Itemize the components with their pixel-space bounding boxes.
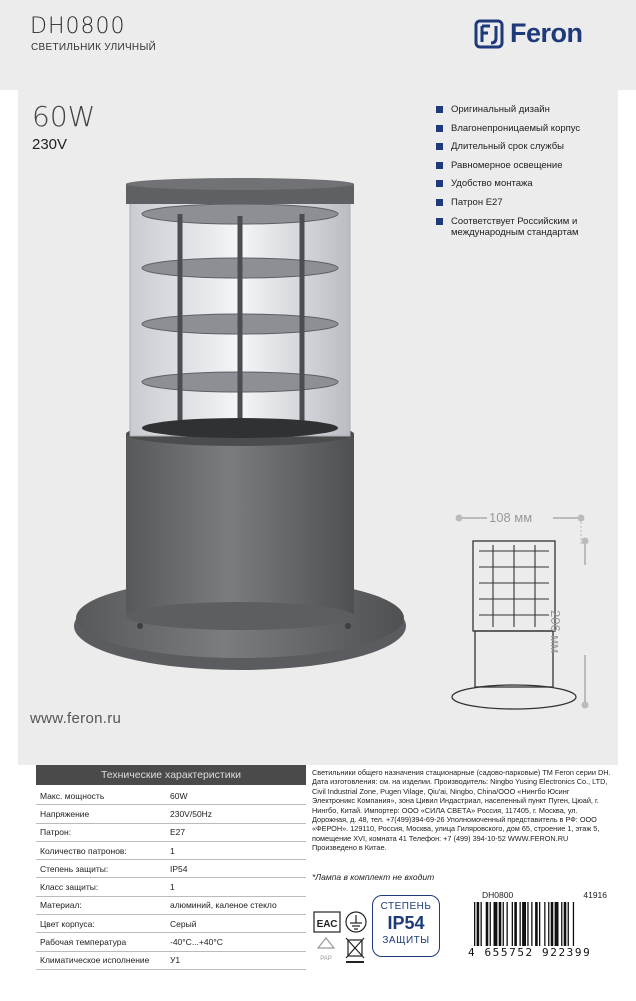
feature-item: Соответствует Российским и международным стандартам	[436, 216, 616, 238]
eac-mark-label: ЕАС	[316, 919, 338, 930]
lamp-product-image	[70, 178, 410, 678]
barcode-bar	[544, 902, 545, 946]
barcode-bar	[477, 902, 480, 946]
table-row: Цвет корпуса: Серый	[36, 915, 306, 933]
ip-badge-top: СТЕПЕНЬ	[380, 901, 432, 912]
feature-item: Удобство монтажа	[436, 178, 616, 189]
brand-logo	[474, 18, 583, 49]
barcode-bar	[503, 902, 504, 946]
table-row: Напряжение 230V/50Hz	[36, 805, 306, 823]
legal-text: Светильники общего назначения стационарные (садово-парковые) ТМ Feron серии DH. Дата изготовления: см. на изделии. Производитель: Ningbo Yusing Electronics Co., LTD, Civil Industrial Zone, Pugen Vilage, Qiu'ai, Ningbo, China/ООО «Нингбо Юсинг Электроникс Компания», зона Цивил Индастриал, населенный пункт Пуген, Цюай, г. Нингбо, Китай. Импортер: ООО «СИЛА СВЕТА» Россия, 117405, г. Москва, ул. Дорожная, д. 48, тел. +7(499)394-69-26 Уполномоченный представитель в РФ: ООО «ФЕРОН». 129110, Россия, Москва, улица Гиляровского, дом 65, строение 1, этаж 5, помещение XVI, комната 41 Телефон: +7 (499) 394-10-52 WWW.FERON.RU Произведено в Китае.	[312, 768, 611, 853]
square-bullet-icon	[436, 143, 443, 150]
barcode-bar	[512, 902, 513, 946]
feature-item: Равномерное освещение	[436, 160, 616, 171]
barcode-article: 41916	[583, 890, 607, 900]
barcode-bar	[548, 902, 549, 946]
barcode-bar	[561, 902, 562, 946]
barcode-digits: 4 655752 922399	[468, 946, 592, 959]
feature-item: Патрон E27	[436, 197, 616, 208]
barcode-bar	[573, 902, 574, 946]
table-row: Патрон: E27	[36, 824, 306, 842]
feron-logo-icon	[474, 19, 504, 49]
square-bullet-icon	[436, 162, 443, 169]
voltage-rating: 230V	[32, 136, 68, 153]
barcode-bar	[499, 902, 502, 946]
brand-name: Feron	[510, 18, 583, 48]
barcode-bar	[507, 902, 508, 946]
barcode-bar	[531, 902, 532, 946]
barcode-bar	[555, 902, 559, 946]
height-dimension-label: 206 мм	[548, 610, 563, 654]
website-url: www.feron.ru	[30, 710, 122, 727]
recycle-icon	[318, 938, 334, 962]
barcode-bar	[520, 902, 521, 946]
barcode-bar	[568, 902, 569, 946]
model-subtitle: СВЕТИЛЬНИК УЛИЧНЫЙ	[31, 42, 157, 53]
table-row: Класс защиты: 1	[36, 878, 306, 896]
table-row: Материал: алюминий, каленое стекло	[36, 897, 306, 915]
power-rating: 60W	[32, 100, 96, 133]
barcode-bar	[486, 902, 489, 946]
spec-table-title: Технические характеристики	[36, 765, 306, 785]
table-row: Макс. мощность 60W	[36, 787, 306, 805]
barcode-bar	[539, 902, 540, 946]
table-row: Количество патронов: 1	[36, 842, 306, 860]
pap-label: PAP	[320, 956, 332, 962]
width-dimension-label: 108 мм	[489, 510, 533, 525]
barcode-bar	[527, 902, 528, 946]
feature-item: Оригинальный дизайн	[436, 104, 616, 115]
barcode-bar	[551, 902, 554, 946]
model-code: DH0800	[30, 14, 126, 39]
table-row: Рабочая температура -40°C...+40°C	[36, 933, 306, 951]
ip-rating-badge	[372, 895, 440, 957]
barcode-bar	[490, 902, 491, 946]
dimension-drawing	[445, 505, 620, 725]
barcode-bar	[494, 902, 498, 946]
table-row: Степень защиты: IP54	[36, 860, 306, 878]
square-bullet-icon	[436, 106, 443, 113]
square-bullet-icon	[436, 180, 443, 187]
barcode-bar	[481, 902, 482, 946]
square-bullet-icon	[436, 199, 443, 206]
barcode-model: DH0800	[482, 890, 514, 900]
barcode-bar	[535, 902, 538, 946]
square-bullet-icon	[436, 218, 443, 225]
table-row: Климатическое исполнение У1	[36, 952, 306, 970]
ground-symbol-icon	[346, 912, 366, 932]
barcode-bar	[522, 902, 526, 946]
feature-list	[436, 104, 616, 245]
lamp-note: *Лампа в комплект не входит	[312, 872, 435, 882]
spec-table	[36, 787, 306, 970]
barcode-bar	[514, 902, 517, 946]
barcode-bars	[474, 902, 610, 946]
certification-marks	[312, 908, 368, 968]
barcode-block	[468, 890, 613, 958]
barcode-bar	[474, 902, 475, 946]
weee-bin-icon	[346, 938, 364, 962]
ip-badge-code: IP54	[387, 913, 425, 933]
feature-item: Влагонепроницаемый корпус	[436, 123, 616, 134]
square-bullet-icon	[436, 125, 443, 132]
ip-badge-bottom: ЗАЩИТЫ	[382, 935, 430, 946]
barcode-bar	[564, 902, 567, 946]
feature-item: Длительный срок службы	[436, 141, 616, 152]
